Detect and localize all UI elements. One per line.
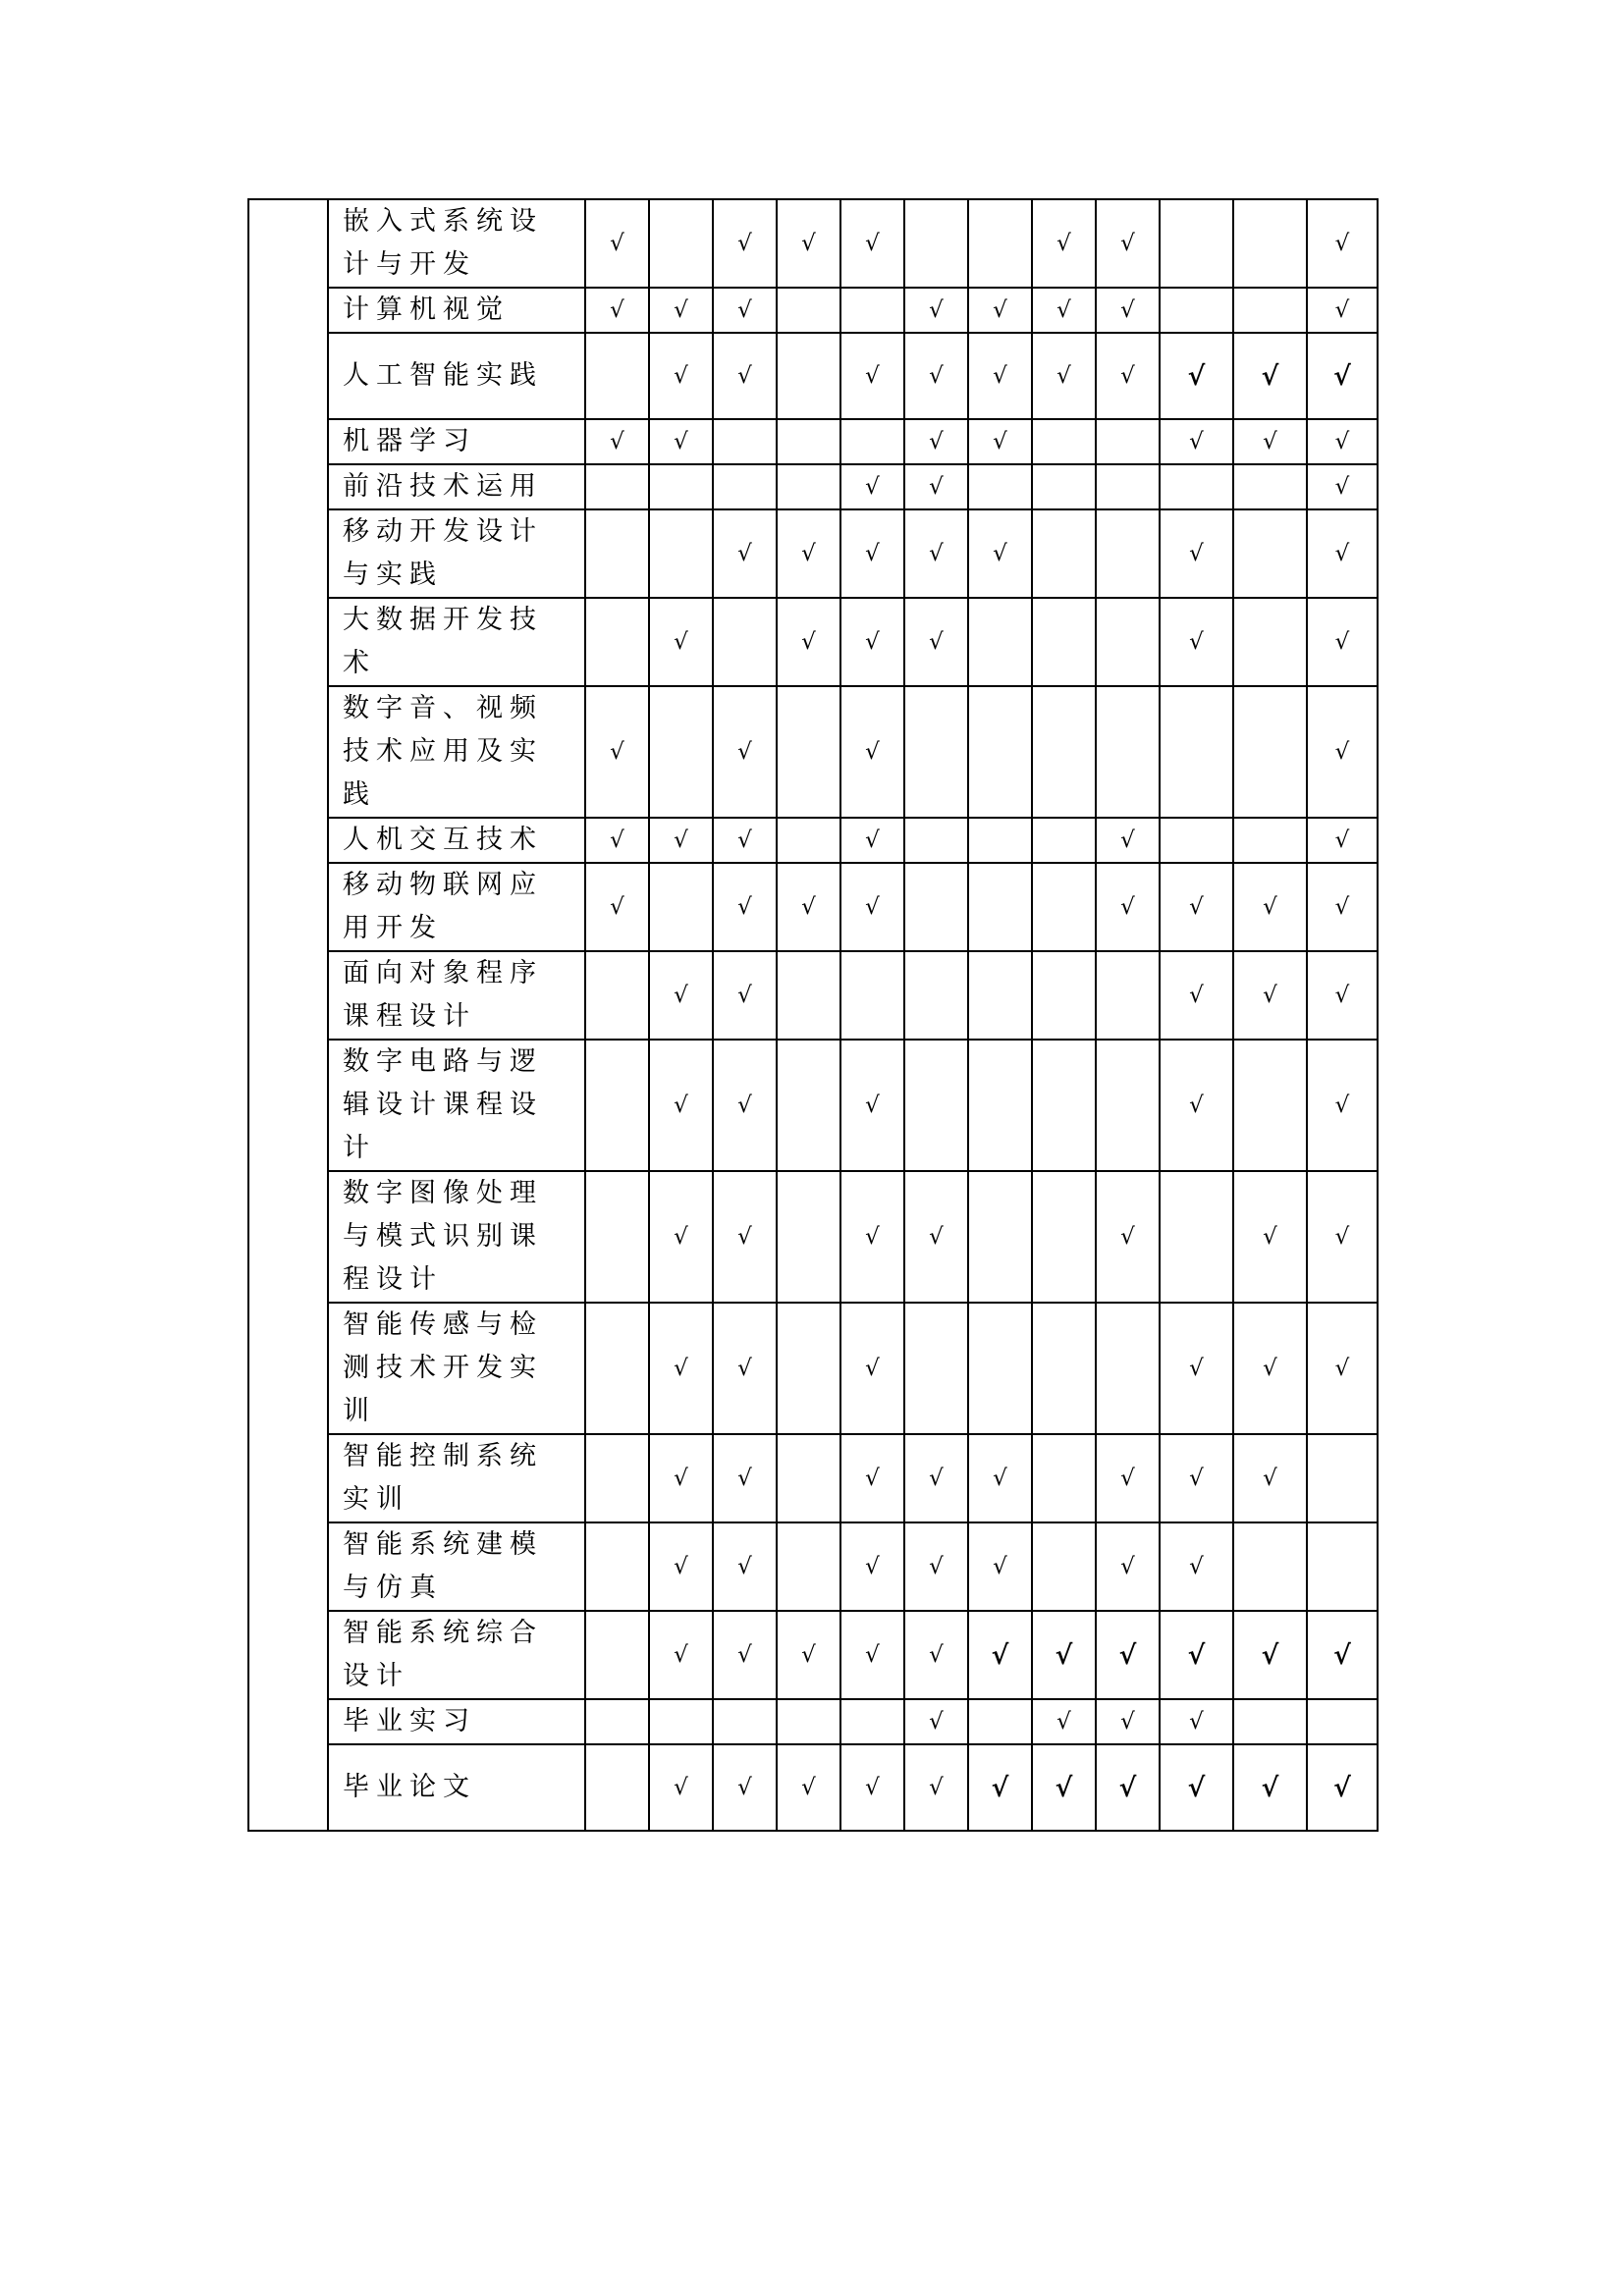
empty-cell (968, 818, 1032, 863)
check-mark-cell: √ (1160, 1040, 1233, 1171)
empty-cell (713, 598, 777, 686)
check-mark-cell: √ (649, 1522, 713, 1611)
check-mark-cell: √ (713, 1611, 777, 1699)
empty-cell (840, 288, 904, 333)
table-row (248, 1303, 1378, 1434)
check-mark-cell: √ (1160, 1744, 1233, 1831)
check-mark-cell: √ (649, 419, 713, 464)
check-mark-cell: √ (1233, 951, 1307, 1040)
check-mark-cell: √ (1160, 333, 1233, 419)
check-mark-cell: √ (904, 333, 968, 419)
check-mark-cell: √ (904, 1522, 968, 1611)
empty-cell (585, 598, 649, 686)
check-mark-cell: √ (649, 1171, 713, 1303)
empty-cell (968, 1699, 1032, 1744)
empty-cell (777, 1303, 840, 1434)
check-mark-cell: √ (1233, 419, 1307, 464)
empty-cell (1032, 509, 1096, 598)
empty-cell (1233, 464, 1307, 509)
check-mark-cell: √ (840, 863, 904, 951)
empty-cell (585, 333, 649, 419)
course-name-cell: 大数据开发技术 (328, 598, 585, 686)
course-name-cell: 前沿技术运用 (328, 464, 585, 509)
check-mark-cell: √ (649, 951, 713, 1040)
check-mark-cell: √ (777, 598, 840, 686)
check-mark-cell: √ (713, 951, 777, 1040)
empty-cell (968, 1171, 1032, 1303)
empty-cell (904, 1040, 968, 1171)
table-row (248, 951, 1378, 1040)
check-mark-cell: √ (1307, 598, 1378, 686)
table-row (248, 464, 1378, 509)
empty-cell (1160, 464, 1233, 509)
check-mark-cell: √ (649, 818, 713, 863)
empty-cell (840, 419, 904, 464)
table-row (248, 1699, 1378, 1744)
empty-cell (1160, 288, 1233, 333)
check-mark-cell: √ (904, 509, 968, 598)
check-mark-cell: √ (713, 509, 777, 598)
course-name-cell: 数字电路与逻辑设计课程设计 (328, 1040, 585, 1171)
check-mark-cell: √ (1307, 464, 1378, 509)
check-mark-cell: √ (1160, 863, 1233, 951)
check-mark-cell: √ (968, 1611, 1032, 1699)
check-mark-cell: √ (1307, 199, 1378, 288)
empty-cell (1032, 951, 1096, 1040)
check-mark-cell: √ (585, 288, 649, 333)
table-row (248, 419, 1378, 464)
empty-cell (1032, 686, 1096, 818)
check-mark-cell: √ (713, 1303, 777, 1434)
empty-cell (1096, 509, 1160, 598)
empty-cell (1096, 419, 1160, 464)
check-mark-cell: √ (840, 199, 904, 288)
empty-cell (1160, 686, 1233, 818)
course-requirement-matrix (247, 198, 1379, 1832)
check-mark-cell: √ (1307, 1611, 1378, 1699)
course-name-cell: 移动物联网应用开发 (328, 863, 585, 951)
empty-cell (777, 419, 840, 464)
check-mark-cell: √ (840, 1303, 904, 1434)
check-mark-cell: √ (840, 509, 904, 598)
check-mark-cell: √ (1233, 1171, 1307, 1303)
empty-cell (777, 1040, 840, 1171)
check-mark-cell: √ (1233, 1611, 1307, 1699)
empty-cell (1032, 1171, 1096, 1303)
check-mark-cell: √ (968, 1434, 1032, 1522)
check-mark-cell: √ (777, 1611, 840, 1699)
check-mark-cell: √ (713, 1171, 777, 1303)
check-mark-cell: √ (777, 863, 840, 951)
check-mark-cell: √ (1096, 288, 1160, 333)
check-mark-cell: √ (649, 1040, 713, 1171)
course-name-cell: 数字音、视频技术应用及实践 (328, 686, 585, 818)
empty-cell (585, 951, 649, 1040)
empty-cell (1096, 598, 1160, 686)
empty-cell (1160, 1171, 1233, 1303)
empty-cell (968, 464, 1032, 509)
check-mark-cell: √ (1233, 1744, 1307, 1831)
check-mark-cell: √ (1307, 951, 1378, 1040)
check-mark-cell: √ (1160, 1699, 1233, 1744)
empty-cell (968, 863, 1032, 951)
check-mark-cell: √ (1096, 1522, 1160, 1611)
empty-cell (649, 199, 713, 288)
table-row (248, 333, 1378, 419)
table-row (248, 1434, 1378, 1522)
check-mark-cell: √ (904, 598, 968, 686)
empty-cell (585, 1171, 649, 1303)
check-mark-cell: √ (840, 598, 904, 686)
table-row (248, 863, 1378, 951)
check-mark-cell: √ (1233, 863, 1307, 951)
check-mark-cell: √ (713, 1040, 777, 1171)
check-mark-cell: √ (1096, 1744, 1160, 1831)
check-mark-cell: √ (840, 1744, 904, 1831)
empty-cell (1307, 1699, 1378, 1744)
check-mark-cell: √ (585, 199, 649, 288)
empty-cell (968, 199, 1032, 288)
check-mark-cell: √ (1096, 1611, 1160, 1699)
check-mark-cell: √ (904, 464, 968, 509)
empty-cell (777, 464, 840, 509)
course-name-cell: 智能控制系统实训 (328, 1434, 585, 1522)
check-mark-cell: √ (904, 1699, 968, 1744)
category-cell (248, 199, 328, 1831)
check-mark-cell: √ (1096, 863, 1160, 951)
empty-cell (777, 1171, 840, 1303)
check-mark-cell: √ (840, 1434, 904, 1522)
check-mark-cell: √ (1160, 1303, 1233, 1434)
check-mark-cell: √ (1233, 333, 1307, 419)
check-mark-cell: √ (1307, 288, 1378, 333)
table-row (248, 1040, 1378, 1171)
empty-cell (585, 1434, 649, 1522)
empty-cell (1233, 1699, 1307, 1744)
empty-cell (649, 464, 713, 509)
check-mark-cell: √ (1032, 199, 1096, 288)
course-name-cell: 嵌入式系统设计与开发 (328, 199, 585, 288)
check-mark-cell: √ (1096, 1434, 1160, 1522)
check-mark-cell: √ (1160, 951, 1233, 1040)
check-mark-cell: √ (1307, 419, 1378, 464)
empty-cell (1233, 598, 1307, 686)
empty-cell (904, 818, 968, 863)
course-name-cell: 移动开发设计与实践 (328, 509, 585, 598)
course-name-cell: 毕业论文 (328, 1744, 585, 1831)
check-mark-cell: √ (840, 686, 904, 818)
empty-cell (713, 464, 777, 509)
empty-cell (585, 1522, 649, 1611)
empty-cell (1032, 863, 1096, 951)
empty-cell (1032, 598, 1096, 686)
check-mark-cell: √ (840, 1522, 904, 1611)
empty-cell (649, 863, 713, 951)
check-mark-cell: √ (840, 333, 904, 419)
table-row (248, 288, 1378, 333)
check-mark-cell: √ (713, 333, 777, 419)
check-mark-cell: √ (1307, 1171, 1378, 1303)
check-mark-cell: √ (1096, 333, 1160, 419)
check-mark-cell: √ (713, 818, 777, 863)
check-mark-cell: √ (1160, 419, 1233, 464)
table-row (248, 598, 1378, 686)
check-mark-cell: √ (1233, 1303, 1307, 1434)
check-mark-cell: √ (1160, 598, 1233, 686)
check-mark-cell: √ (840, 1171, 904, 1303)
check-mark-cell: √ (904, 1171, 968, 1303)
check-mark-cell: √ (968, 288, 1032, 333)
check-mark-cell: √ (1307, 1040, 1378, 1171)
check-mark-cell: √ (713, 199, 777, 288)
empty-cell (777, 1699, 840, 1744)
course-name-cell: 面向对象程序课程设计 (328, 951, 585, 1040)
check-mark-cell: √ (1032, 333, 1096, 419)
check-mark-cell: √ (1160, 509, 1233, 598)
empty-cell (968, 598, 1032, 686)
empty-cell (1160, 199, 1233, 288)
course-name-cell: 智能系统建模与仿真 (328, 1522, 585, 1611)
check-mark-cell: √ (1032, 1611, 1096, 1699)
empty-cell (1032, 464, 1096, 509)
empty-cell (1096, 1303, 1160, 1434)
empty-cell (904, 863, 968, 951)
check-mark-cell: √ (777, 1744, 840, 1831)
empty-cell (777, 818, 840, 863)
course-name-cell: 智能系统综合设计 (328, 1611, 585, 1699)
empty-cell (968, 1303, 1032, 1434)
empty-cell (585, 509, 649, 598)
check-mark-cell: √ (1307, 1303, 1378, 1434)
check-mark-cell: √ (1307, 818, 1378, 863)
check-mark-cell: √ (1307, 509, 1378, 598)
empty-cell (1233, 1040, 1307, 1171)
check-mark-cell: √ (904, 419, 968, 464)
check-mark-cell: √ (1160, 1522, 1233, 1611)
matrix-body (248, 199, 1378, 1831)
empty-cell (1307, 1434, 1378, 1522)
empty-cell (777, 333, 840, 419)
check-mark-cell: √ (649, 598, 713, 686)
check-mark-cell: √ (904, 1611, 968, 1699)
empty-cell (713, 419, 777, 464)
check-mark-cell: √ (713, 686, 777, 818)
empty-cell (1032, 419, 1096, 464)
empty-cell (1032, 1303, 1096, 1434)
check-mark-cell: √ (713, 1434, 777, 1522)
check-mark-cell: √ (968, 419, 1032, 464)
course-name-cell: 人工智能实践 (328, 333, 585, 419)
empty-cell (777, 288, 840, 333)
check-mark-cell: √ (649, 1611, 713, 1699)
empty-cell (904, 1303, 968, 1434)
empty-cell (1096, 686, 1160, 818)
empty-cell (585, 1040, 649, 1171)
check-mark-cell: √ (1096, 818, 1160, 863)
check-mark-cell: √ (1307, 863, 1378, 951)
table-row (248, 1744, 1378, 1831)
empty-cell (1032, 1434, 1096, 1522)
check-mark-cell: √ (1096, 1699, 1160, 1744)
table-row (248, 1611, 1378, 1699)
table-row (248, 686, 1378, 818)
check-mark-cell: √ (1160, 1434, 1233, 1522)
check-mark-cell: √ (649, 1303, 713, 1434)
empty-cell (1096, 464, 1160, 509)
check-mark-cell: √ (1096, 199, 1160, 288)
empty-cell (904, 686, 968, 818)
empty-cell (585, 1699, 649, 1744)
check-mark-cell: √ (713, 1744, 777, 1831)
course-name-cell: 人机交互技术 (328, 818, 585, 863)
empty-cell (1233, 818, 1307, 863)
empty-cell (585, 1744, 649, 1831)
table-row (248, 509, 1378, 598)
check-mark-cell: √ (585, 818, 649, 863)
check-mark-cell: √ (1307, 333, 1378, 419)
empty-cell (904, 951, 968, 1040)
check-mark-cell: √ (585, 863, 649, 951)
check-mark-cell: √ (1160, 1611, 1233, 1699)
check-mark-cell: √ (968, 333, 1032, 419)
check-mark-cell: √ (904, 1744, 968, 1831)
empty-cell (1032, 1040, 1096, 1171)
check-mark-cell: √ (840, 818, 904, 863)
empty-cell (1096, 1040, 1160, 1171)
course-name-cell: 机器学习 (328, 419, 585, 464)
empty-cell (1032, 1522, 1096, 1611)
empty-cell (585, 1611, 649, 1699)
check-mark-cell: √ (713, 288, 777, 333)
empty-cell (840, 1699, 904, 1744)
check-mark-cell: √ (1307, 686, 1378, 818)
empty-cell (968, 1040, 1032, 1171)
check-mark-cell: √ (968, 1744, 1032, 1831)
empty-cell (1233, 288, 1307, 333)
empty-cell (713, 1699, 777, 1744)
check-mark-cell: √ (649, 1434, 713, 1522)
empty-cell (1233, 686, 1307, 818)
check-mark-cell: √ (1032, 288, 1096, 333)
empty-cell (649, 509, 713, 598)
check-mark-cell: √ (649, 1744, 713, 1831)
table-row (248, 818, 1378, 863)
check-mark-cell: √ (585, 419, 649, 464)
empty-cell (777, 1434, 840, 1522)
empty-cell (1233, 199, 1307, 288)
empty-cell (840, 951, 904, 1040)
course-name-cell: 计算机视觉 (328, 288, 585, 333)
empty-cell (1233, 1522, 1307, 1611)
check-mark-cell: √ (1096, 1171, 1160, 1303)
check-mark-cell: √ (649, 333, 713, 419)
check-mark-cell: √ (777, 199, 840, 288)
check-mark-cell: √ (1032, 1744, 1096, 1831)
check-mark-cell: √ (1307, 1744, 1378, 1831)
empty-cell (649, 1699, 713, 1744)
check-mark-cell: √ (904, 288, 968, 333)
empty-cell (777, 686, 840, 818)
empty-cell (777, 951, 840, 1040)
empty-cell (968, 951, 1032, 1040)
check-mark-cell: √ (713, 863, 777, 951)
check-mark-cell: √ (968, 509, 1032, 598)
table-row (248, 199, 1378, 288)
check-mark-cell: √ (904, 1434, 968, 1522)
table-row (248, 1522, 1378, 1611)
check-mark-cell: √ (840, 1040, 904, 1171)
course-name-cell: 毕业实习 (328, 1699, 585, 1744)
check-mark-cell: √ (840, 464, 904, 509)
check-mark-cell: √ (1233, 1434, 1307, 1522)
empty-cell (649, 686, 713, 818)
empty-cell (1233, 509, 1307, 598)
empty-cell (1032, 818, 1096, 863)
check-mark-cell: √ (968, 1522, 1032, 1611)
check-mark-cell: √ (585, 686, 649, 818)
check-mark-cell: √ (840, 1611, 904, 1699)
empty-cell (904, 199, 968, 288)
course-name-cell: 数字图像处理与模式识别课程设计 (328, 1171, 585, 1303)
empty-cell (585, 464, 649, 509)
table-row (248, 1171, 1378, 1303)
empty-cell (1307, 1522, 1378, 1611)
empty-cell (1096, 951, 1160, 1040)
course-name-cell: 智能传感与检测技术开发实训 (328, 1303, 585, 1434)
check-mark-cell: √ (713, 1522, 777, 1611)
empty-cell (585, 1303, 649, 1434)
check-mark-cell: √ (649, 288, 713, 333)
empty-cell (777, 1522, 840, 1611)
check-mark-cell: √ (777, 509, 840, 598)
empty-cell (968, 686, 1032, 818)
empty-cell (1160, 818, 1233, 863)
check-mark-cell: √ (1032, 1699, 1096, 1744)
